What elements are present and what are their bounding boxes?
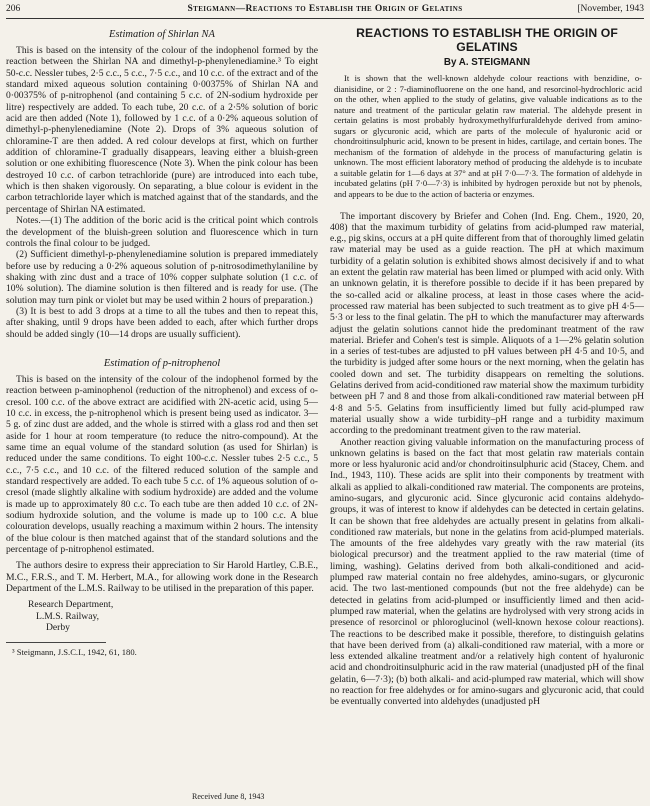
paragraph: This is based on the intensity of the colour of the indophenol formed by the reaction between p-aminophenol (reduction of the nitrophenol) and excess of o-cresol. 100 c.c. of the above extract are acidified with 2N-acetic acid, using 5—10 c.c. in excess, the p-nitrophenol which is present being used as indicator. 3—5 g. of zinc dust are added, and the whole is stirred with a glass rod and then set aside for 1 hour at room temperature (to reduce the nitro-compound). At the same time an equal volume of the standard solution (as used for Shirlan) is reduced under the same conditions. To eight 100-c.c. Nessler tubes 2·5 c.c., 5 c.c., 7·5 c.c., and 10 c.c. of the filtered reduced solution of the sample and standard respectively are added. To each tube 5 c.c. of 1% aqueous solution of o-cresol (made slightly alkaline with sodium hydroxide) are added and the volume is made up to approximately 80 c.c. To each tube are then added 10 c.c. of 2N-sodium hydroxide solution, and the volume is made up to 100 c.c. A blue colouration develops, usually reaching a maximum within 2 hours. The intensity of the blue colour is then matched against that of the standard solutions and the percentage of p-nitrophenol estimated.: [6, 373, 318, 556]
left-column: [6, 22, 318, 802]
paragraph: Another reaction giving valuable information on the manufacturing process of unknown gelatins is based on the fact that most gelatin raw materials contain more or less hyaluronic acid and/or chondroitinsulphuric acid (Stacey, Chem. and Ind., 1943, 110). These acids are split into their components by treatment with alkali as applied to alkali-conditioned raw material. The components are proteins, amino-sugars, and glycuronic acid. Since glycuronic acid contains aldehydo-groups, it was of interest to know if aldehydes can be detected in certain gelatins. It can be shown that free aldehydes are actually present in gelatins from alkali-conditioned raw materials, but none in the gelatins from acid-plumped materials. The amounts of the free aldehydes vary greatly with the raw material (its biological precursor) and the treatment applied to the raw material (time of liming, washing). Gelatins derived from both alkali-conditioned and acid-plumped raw material contain no free aldehydes, amino-sugars, or glycuronic acid. The two last-mentioned compounds (but not the free aldehyde) can be detected in gelatins from acid-plumped or insufficiently limed and then acid-plumped raw material, when the gelatins are hydrolysed with very strong acids in presence of resorcinol or phloroglucinol (well-known hexose colour reactions). The reactions to be described make it possible, therefore, to distinguish gelatins that have been derived from (a) alkali-conditioned raw material, with a more or less extended alkaline treatment and/or a relatively high content of hyaluronic acid and chondroitinsulphuric acid in the raw material (unadjusted pH of the final gelatin, 6—7·3); (b) both alkali- and acid-plumped raw material, which will show no reaction for free aldehydes or for amino-sugars and glycuronic acid, that could be eventually converted into aldehydes (unadjusted pH: [330, 436, 644, 708]
article-title: REACTIONS TO ESTABLISH THE ORIGIN OF GELATINS: [356, 26, 618, 54]
paragraph: (3) It is best to add 3 drops at a time to all the tubes and then to repeat this, after shaking, until 9 drops have been added to each, after which further drops should be added singly (10—14 drops are usually sufficient).: [6, 305, 318, 340]
paragraph: This is based on the intensity of the colour of the indophenol formed by the reaction between the Shirlan NA and dimethyl-p-phenylenediamine.³ To eight 50-c.c. Nessler tubes, 2·5 c.c., 5 c.c., 7·5 c.c., and 10 c.c. of the extract and of the standard mixed aqueous solution containing 0·00375% of Shirlan NA and 0·00375% of p-nitrophenol (and containing 5 c.c. of 2N-sodium hydroxide per litre) respectively are added. To each tube, 20 c.c. of a 2·5% solution of boric acid are then added (Note 1), followed by 1 c.c. of a 0·2% aqueous solution of dimethyl-p-phenylenediamine (Note 2). Drops of 3% aqueous solution of chloramine-T are then added. A red colour develops at first, which on further addition of chloramine-T gradually disappears, leaving either a bluish-green solution or one exhibiting fluorescence (Note 3). When the pink colour has been destroyed 10 c.c. of carbon tetrachloride (pure) are introduced into each tube, which is then shaken vigorously. On separating, a blue colour is evident in the carbon tetrachloride layer which is matched against that of the standards, and the percentage of Shirlan NA estimated.: [6, 45, 318, 215]
paragraph: The important discovery by Briefer and Cohen (Ind. Eng. Chem., 1920, 20, 408) that the maximum turbidity of gelatins from acid-plumped raw material, e.g., pig skins, occurs at a pH quite different from that of thoroughly limed gelatin raw material may be used as a guide reaction. The pH at which maximum turbidity of a gelatin solution is exhibited shows almost decisively if and to what an extent the gelatin raw material has been limed or plumped with acid only. With an unknown gelatin, it is therefore possible to decide if it has been prepared by the so-called acid or alkaline process, at least in those cases where the acid-processed raw material has been subjected to such treatment as to give pH 4·5—5·3 or less to the final gelatin. The pH to which the manufacturer may afterwards adjust the gelatin solutions cannot hide the predominant treatment of the raw material. Briefer and Cohen's test is simple. Aliquots of a 1—2% gelatin solution in a series of test-tubes are adjusted to pH values between pH 4·5 and 10·5, and the turbidity is judged after some hours or the next morning, when the gelatin has cooled down and set. The turbidity disappears on remelting the solutions. Gelatins derived from acid-conditioned raw material show the maximum turbidity between pH 7 and 8 and those from alkali-conditioned raw material between pH 4·8 and 5·5. Gelatins from insufficiently limed but fully acid-plumped raw material usually show a wide turbidity–pH range and a turbidity maximum according to the predominant treatment given to the raw material.: [330, 210, 644, 437]
running-header: [6, 2, 644, 19]
issue-date: [November, 1943: [577, 4, 644, 14]
address-block: [28, 599, 318, 633]
article-author: By A. STEIGMANN: [443, 57, 531, 68]
paragraph: Notes.—(1) The addition of the boric acid is the critical point which controls the development of the bluish-green solution and fluorescence which in turn controls the final colour to be judged.: [6, 215, 318, 249]
abstract: It is shown that the well-known aldehyde colour reactions with benzidine, o-dianisidine, or 2 : 7-diaminofluorene on the one hand, and resorcinol-hydrochloric acid on the other, when applied to the study of gelatins, give valuable indications as to the nature and treatment of the particular gelatin raw material. The aldehyde present in certain gelatins is most probably hydroxymethylfurfuraldehyde derived from amino-sugars or glycuronic acid, which are parts of the molecule of hyaluronic acid or chondroitinsulphuric acid, known to be present in hides, cartilage, and certain bones. The mechanism of the formation of aldehyde in the process of manufacturing gelatin is unknown. The most efficient laboratory method of producing the aldehyde is to incubate a suitable gelatin for 1—6 days at 37° and at pH 7·0—7·3. The formation of aldehyde in incubated gelatins (pH 7·0—7·3) is inhibited by hydrogen peroxide but not by phenols, and appears to be due to the action of bacteria or enzymes.: [334, 73, 642, 200]
paragraph: (2) Sufficient dimethyl-p-phenylenediamine solution is prepared immediately before use by reducing a 0·2% aqueous solution of p-nitrosodimethylaniline by shaking with zinc dust and a trace of 10% copper sulphate solution (1 c.c. of 10% solution). The diamine solution is then filtered and is ready for use. (The solution may turn pink or violet but may be used within 2 hours of preparation.): [6, 249, 318, 306]
received-date: Received June 8, 1943: [192, 792, 265, 801]
section-title-nitrophenol: Estimation of p-nitrophenol: [103, 357, 221, 369]
footnote: ³ Steigmann, J.S.C.I., 1942, 61, 180.: [12, 646, 137, 657]
page-number: 206: [6, 4, 21, 14]
running-title: Steigmann—Reactions to Establish the Origin of Gelatins: [187, 4, 463, 14]
address-line: Research Department,: [28, 599, 114, 611]
footnote-divider: [6, 642, 106, 643]
section-title-shirlan: Estimation of Shirlan NA: [109, 29, 215, 40]
address-line: L.M.S. Railway,: [36, 610, 100, 622]
acknowledgement: The authors desire to express their appreciation to Sir Harold Hartley, C.B.E., M.C., F.R.S., and T. M. Herbert, M.A., for allowing work done in the Research Department of the L.M.S. Railway to be utilised in the preparation of this paper.: [6, 560, 318, 595]
right-column: [330, 22, 644, 802]
address-line: Derby: [46, 622, 70, 634]
